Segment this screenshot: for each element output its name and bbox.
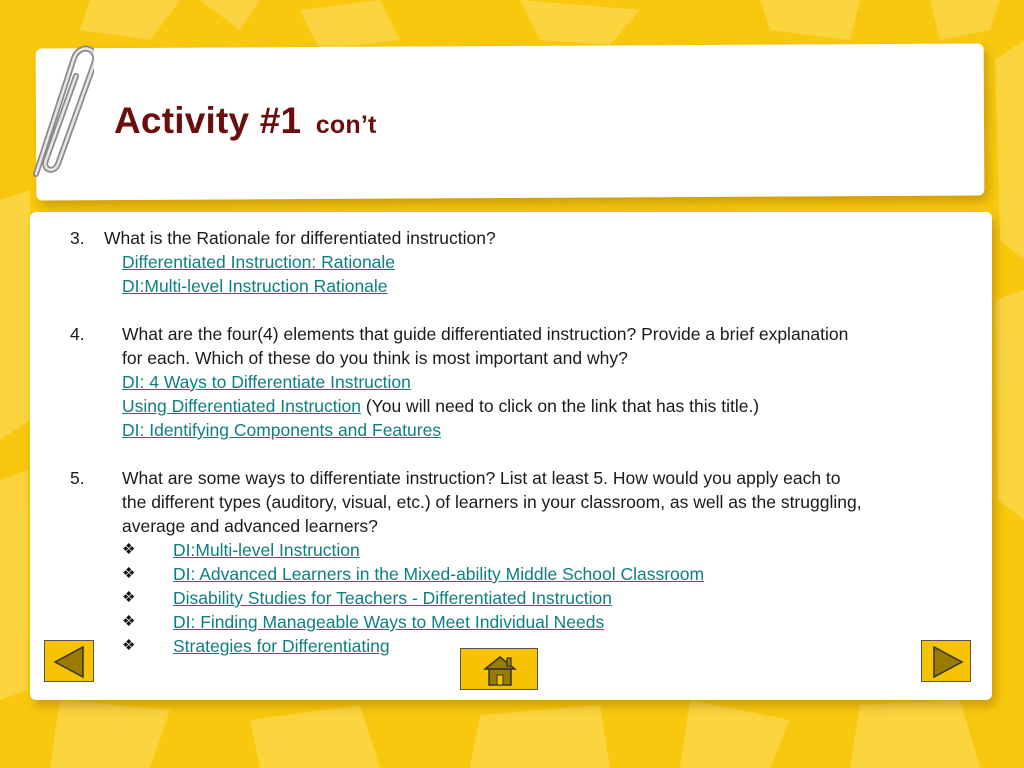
- list-item: [70, 538, 970, 562]
- diamond-bullet-icon: ❖: [122, 541, 136, 558]
- link-using-di[interactable]: [70, 396, 361, 416]
- diamond-bullet-icon: ❖: [122, 637, 136, 654]
- diamond-bullet-icon: ❖: [122, 589, 136, 606]
- link-multilevel-instruction[interactable]: DI:Multi-level Instruction: [173, 540, 360, 560]
- question-5: [70, 466, 970, 490]
- list-item: [70, 610, 970, 634]
- link-using-di-label: Using Differentiated Instruction: [122, 396, 361, 416]
- question-number: 3.: [70, 228, 85, 248]
- page-title: [114, 100, 377, 142]
- left-triangle-icon: [45, 641, 95, 683]
- list-item: [70, 562, 970, 586]
- question-number: 5.: [70, 468, 85, 488]
- question-text-line: average and advanced learners?: [122, 516, 378, 536]
- link-disability-studies[interactable]: Disability Studies for Teachers - Differentiated Instruction: [173, 588, 613, 608]
- title-sub: con’t: [315, 111, 377, 139]
- right-triangle-icon: [922, 641, 972, 683]
- question-number: 4.: [70, 324, 85, 344]
- link-note: (You will need to click on the link that has this title.): [360, 396, 760, 416]
- paper-clip-icon: [14, 36, 94, 186]
- using-di-row: [70, 394, 970, 418]
- home-icon: [461, 649, 539, 691]
- title-main: Activity #1: [114, 100, 302, 141]
- next-button[interactable]: [921, 640, 971, 682]
- link-multilevel-rationale[interactable]: DI:Multi-level Instruction Rationale: [122, 276, 388, 296]
- question-3: [70, 226, 970, 250]
- link-advanced-learners[interactable]: DI: Advanced Learners in the Mixed-ability Middle School Classroom: [173, 564, 705, 584]
- home-button[interactable]: [460, 648, 538, 690]
- question-text-line: for each. Which of these do you think is most important and why?: [122, 348, 628, 368]
- question-text-line: What are some ways to differentiate instruction? List at least 5. How would you apply each to: [122, 468, 841, 488]
- diamond-bullet-icon: ❖: [122, 613, 136, 630]
- link-strategies[interactable]: Strategies for Differentiating: [173, 636, 390, 656]
- question-text-line: What are the four(4) elements that guide differentiated instruction? Provide a brief explanation: [122, 324, 849, 344]
- question-4: [70, 322, 970, 346]
- list-item: [70, 586, 970, 610]
- question-text-line: the different types (auditory, visual, etc.) of learners in your classroom, as well as the struggling,: [122, 492, 862, 512]
- previous-button[interactable]: [44, 640, 94, 682]
- activity-content: [70, 226, 970, 658]
- link-identifying-components[interactable]: DI: Identifying Components and Features: [122, 420, 442, 440]
- link-4-ways[interactable]: DI: 4 Ways to Differentiate Instruction: [122, 372, 411, 392]
- link-di-rationale[interactable]: Differentiated Instruction: Rationale: [122, 252, 396, 272]
- question-text: What is the Rationale for differentiated instruction?: [104, 228, 496, 248]
- link-manageable-ways[interactable]: DI: Finding Manageable Ways to Meet Individual Needs: [173, 612, 605, 632]
- diamond-bullet-icon: ❖: [122, 565, 136, 582]
